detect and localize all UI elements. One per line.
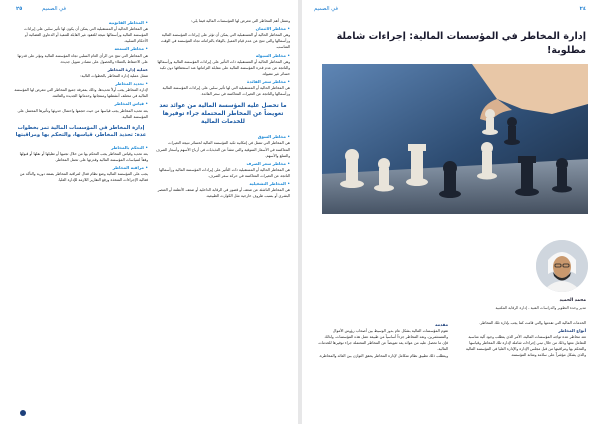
article-title: إدارة المخاطر في المؤسسات المالية: إجراءات شاملة مطلوبة! [336, 31, 586, 56]
left-page [0, 0, 298, 424]
subsection-heading: أنواع المخاطر [558, 328, 586, 334]
body-paragraph: وهي المخاطر الحالية أو المستقبلية ذات التأثير على إيرادات المؤسسة المالية ورأسمالها والناتجة عن عدم قدرة المؤسسة المالية على مقابلة التزاماتها عند استحقاقها دون تكبد خسائر غير مقبولة. [157, 59, 290, 76]
body-paragraph: بعد تحديد المخاطر يجب قياسها من حيث حجمها واحتمال حدوثها وتأثيرها المحتمل على المؤسسة المالية. [17, 108, 148, 119]
right-page-number: ٢٤ [579, 6, 586, 12]
body-paragraph: هي المخاطر الناشئة عن ضعف أو قصور في الرقابة الداخلية أو ضعف الأنظمة أو العنصر البشري أو بسبب ظروف خارجية مثل الكوارث الطبيعية. [157, 188, 290, 199]
author-role: مدير وحدة التطوير والدراسات الفنية - إدارة الرقابة المكتبية [495, 306, 586, 310]
section-heading: • التحكم بالمخاطر [111, 144, 148, 150]
author-avatar [536, 240, 588, 292]
section-heading: • مراقبة المخاطر [112, 165, 148, 171]
body-paragraph: هي المخاطر التي تنتج عن الرأي العام السلبي تجاه المؤسسة المالية وتؤثر على قدرتها على الاحتفاظ بالعملاء والحصول على مصادر تمويل جديدة. [17, 53, 148, 64]
right-header-label: في الصميم [314, 6, 338, 12]
body-paragraph: تتمثل عملية إدارة المخاطر بالخطوات التالية: [80, 73, 148, 78]
section-heading: • مخاطر سعر الصرف [246, 160, 290, 166]
section-heading: • تحديد المخاطر [115, 80, 148, 86]
section-heading: • مخاطر الائتمان [255, 26, 290, 32]
subsection-heading: عملية إدارة المخاطر [107, 66, 148, 72]
body-paragraph: الخدمات المالية التي تقدمها والتي قامت كما يجب بإدارة تلك المخاطر. [479, 321, 586, 325]
body-paragraph: تعد مخاطر عدة تواجه المؤسسات المالية، الأمر الذي يتطلب وجود آلية مناسبة للتعامل معها وذلك من خلال تبني إجراءات شاملة لإدارة تلك المخاطر وقياسها والتحكم بها ومراقبتها من قبل مجلس الإدارة والإدارة العليا في المؤسسة المالية والذي يشكل مؤشراً على سلامة ومتانة المؤسسة. [465, 335, 586, 358]
author-name: محمد الحميد [559, 298, 586, 303]
section-heading: • قياس المخاطر [114, 101, 148, 107]
section-heading: • مخاطر السمعة [114, 46, 148, 52]
right-page-column-left [318, 320, 448, 360]
left-page-column-left [14, 18, 148, 185]
left-page-header [0, 6, 298, 18]
body-paragraph: هي المخاطر الحالية أو المستقبلية ذات التأثير على إيرادات المؤسسة المالية ورأسمالها الناتجة عن التغيرات المعاكسة في حركة سعر الصرف. [159, 167, 290, 179]
right-page [302, 0, 600, 424]
subsection-heading: مقدمة [435, 322, 448, 327]
section-heading: • المخاطر التشغيلية [249, 181, 290, 187]
section-heading: • مخاطر السيولة [255, 52, 290, 58]
moon-icon [20, 410, 26, 416]
left-page-number: ٢٥ [16, 6, 23, 12]
body-paragraph: ويتطلب ذلك تطبيق نظام متكامل لإدارة المخاطر يحقق التوازن بين العائد والمخاطرة. [318, 354, 448, 359]
chess-photo [322, 64, 588, 214]
body-paragraph: وهي المخاطر الحالية أو المستقبلية التي يمكن أن تؤثر على إيرادات المؤسسة المالية ورأسمالها والتي تنتج عن عدم قيام العميل بالوفاء بالتزاماته تجاه المؤسسة في الوقت المناسب. [161, 33, 290, 50]
body-paragraph: هي المخاطر الحالية أو المستقبلية التي يمكن أن يكون لها تأثير سلبي على إيرادات المؤسسة المالية ورأسمالها نتيجة للعقود غير القابلة للتنفيذ أو الدعاوى القضائية أو الأحكام السلبية. [24, 27, 148, 44]
left-header-label: في الصميم [42, 6, 66, 12]
section-heading: • مخاطر السوق [257, 134, 290, 140]
chess-image [322, 64, 588, 214]
right-page-column-right [460, 320, 586, 359]
pull-quote: ما تحصل عليه المؤسسة المالية من عوائد تعد تعويضاً عن المخاطر المحتملة جراء توفيرها للخدمات المالية [159, 103, 287, 125]
body-paragraph: يجب على المؤسسة المالية وضع نظام فعال لمراقبة المخاطر بصفة دورية والتأكد من فعالية الإجراءات المتخذة ورفع التقارير اللازمة للإدارة العليا. [19, 172, 148, 183]
body-paragraph: هي المخاطر التي تتمثل في إمكانية تكبد المؤسسة المالية لخسائر نتيجة التغيرات المعاكسة في الأسعار السوقية والتي تنشأ عن التذبذبات في أرباح الأسهم وأسعار الصرف والسلع والأسهم. [156, 141, 290, 158]
pull-quote: إدارة المخاطر في المؤسسات المالية تمر بخطوات عدة: تحديد المخاطر، قياسها، والتحكم بها ومراقبتها [15, 124, 147, 138]
section-heading: • المخاطر القانونية [108, 20, 148, 25]
right-page-header [302, 6, 600, 18]
body-paragraph: بعد تحديد وقياس المخاطر يجب التحكم بها من خلال تجنبها أو تقليلها أو نقلها أو قبولها وفقاً لسياسات المؤسسة المالية وقدرتها على تحمل المخاطر. [19, 151, 148, 163]
body-paragraph: تقوم المؤسسات المالية بشكل عام بدور الوسيط بين أصحاب رؤوس الأموال والمستثمرين، وتعد المخاطر جزءاً أساسياً من طبيعة عمل هذه المؤسسات، ولذلك فإن ما تحصل عليه من عوائد يعد تعويضاً عن المخاطر المحتملة جراء توفيرها للخدمات المالية. [318, 329, 448, 352]
left-page-column-right [156, 18, 290, 201]
body-paragraph: لإدارة المخاطر يجب أولاً تحديدها، وذلك بمعرفة جميع المخاطر التي تتعرض لها المؤسسة المالية في مختلف أنشطتها ومنتجاتها وخدماتها الجديدة والقائمة. [14, 88, 148, 99]
body-paragraph: هي المخاطر الحالية أو المستقبلية التي لها تأثير سلبي على إيرادات المؤسسة المالية ورأسمالها والناتجة عن التغيرات المعاكسة في سعر الفائدة. [162, 86, 290, 97]
body-paragraph: وتتمثل أهم المخاطر التي تتعرض لها المؤسسات المالية فيما يلي: [191, 19, 290, 23]
section-heading: • مخاطر سعر الفائدة [247, 79, 290, 85]
